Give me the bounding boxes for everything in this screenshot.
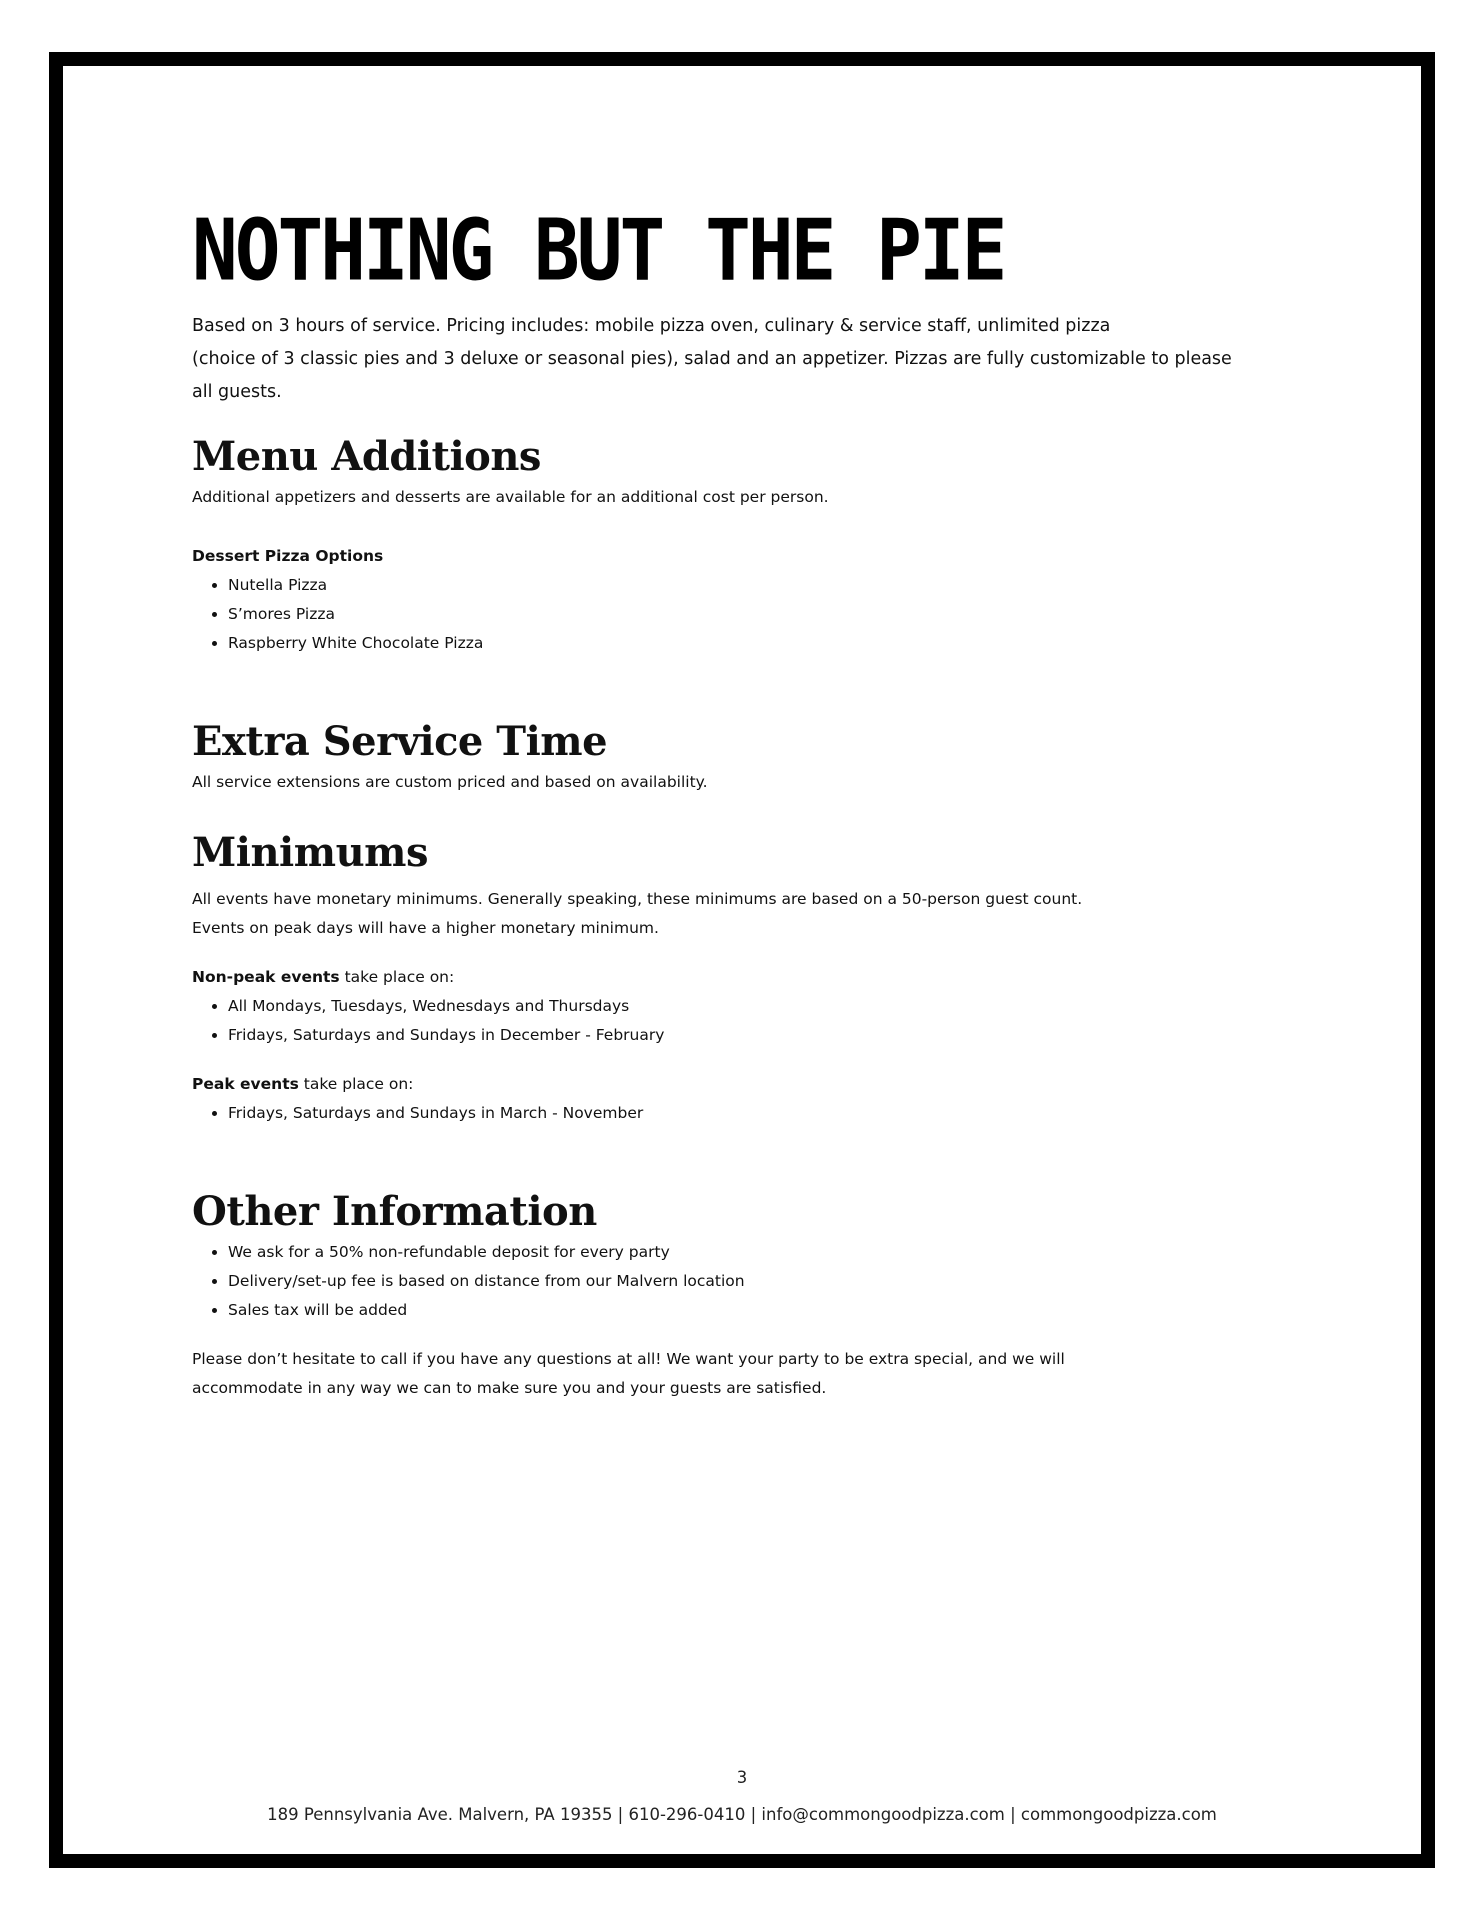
dessert-options-label: Dessert Pizza Options <box>192 547 384 565</box>
minimums-section <box>192 827 1302 1128</box>
menu-additions-section <box>192 431 1302 658</box>
list-item: • We ask for a 50% non-refundable deposit for every party <box>228 1238 1302 1267</box>
page-number: 3 <box>736 1768 748 1787</box>
other-info-heading: Other Information <box>192 1188 597 1235</box>
list-item: • Raspberry White Chocolate Pizza <box>228 629 1302 658</box>
nonpeak-label-suffix: take place on: <box>339 968 455 986</box>
closing-line-1: Please don’t hesitate to call if you have any questions at all! We want your party to be extra special, and we will <box>192 1350 1065 1368</box>
list-item: • All Mondays, Tuesdays, Wednesdays and Thursdays <box>228 992 1302 1021</box>
minimums-line-2: Events on peak days will have a higher monetary minimum. <box>192 919 659 937</box>
page-title: NOTHING BUT THE PIE <box>192 200 1005 300</box>
intro-line-1: Based on 3 hours of service. Pricing includes: mobile pizza oven, culinary & service staff, unlimited pizza <box>192 316 1111 336</box>
peak-label-bold: Peak events <box>192 1075 299 1093</box>
intro-line-2: (choice of 3 classic pies and 3 deluxe or seasonal pies), salad and an appetizer. Pizzas are fully customizable to please all guests. <box>192 349 1232 402</box>
other-info-section <box>192 1186 1302 1403</box>
nonpeak-label <box>192 963 1302 992</box>
list-item: • Fridays, Saturdays and Sundays in December - February <box>228 1021 1302 1050</box>
menu-additions-description: Additional appetizers and desserts are available for an additional cost per person. <box>192 488 829 506</box>
menu-additions-heading: Menu Additions <box>192 433 541 480</box>
footer-contact: 189 Pennsylvania Ave. Malvern, PA 19355 | 610-296-0410 | info@commongoodpizza.com | commongoodpizza.com <box>267 1805 1217 1824</box>
nonpeak-label-bold: Non-peak events <box>192 968 340 986</box>
list-item: • S’mores Pizza <box>228 600 1302 629</box>
list-item: • Delivery/set-up fee is based on distance from our Malvern location <box>228 1267 1302 1296</box>
closing-line-2: accommodate in any way we can to make sure you and your guests are satisfied. <box>192 1379 827 1397</box>
peak-label-suffix: take place on: <box>298 1075 414 1093</box>
other-info-list <box>192 1238 1302 1325</box>
list-item: • Sales tax will be added <box>228 1296 1302 1325</box>
extra-service-description: All service extensions are custom priced and based on availability. <box>192 773 708 791</box>
peak-list <box>192 1099 1302 1128</box>
minimums-line-1: All events have monetary minimums. Generally speaking, these minimums are based on a 50-person guest count. <box>192 890 1083 908</box>
minimums-heading: Minimums <box>192 829 428 876</box>
peak-label <box>192 1070 1302 1099</box>
nonpeak-list <box>192 992 1302 1050</box>
intro-paragraph <box>192 310 1252 409</box>
extra-service-section <box>192 716 1302 797</box>
extra-service-heading: Extra Service Time <box>192 718 608 765</box>
list-item: • Nutella Pizza <box>228 571 1302 600</box>
dessert-options-list <box>192 571 1302 658</box>
list-item: • Fridays, Saturdays and Sundays in March - November <box>228 1099 1302 1128</box>
page-content <box>192 200 1302 1403</box>
